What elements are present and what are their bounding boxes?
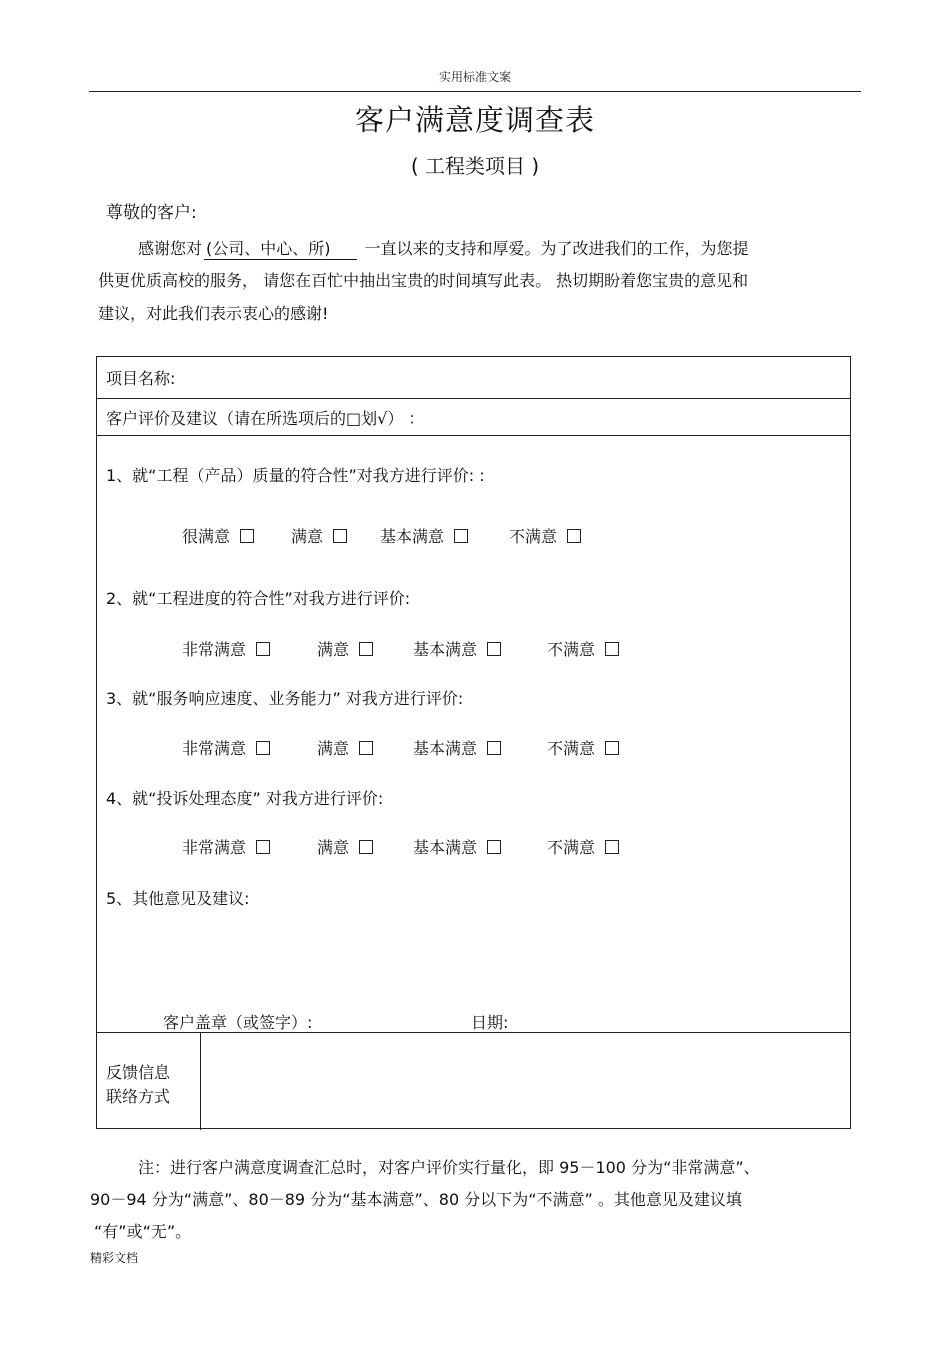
greeting: 尊敬的客户: bbox=[106, 203, 197, 223]
feedback-label-1: 反馈信息 bbox=[106, 1063, 171, 1082]
option-label: 不满意 bbox=[547, 739, 596, 758]
option-label: 不满意 bbox=[547, 838, 596, 857]
option-label: 满意 bbox=[317, 838, 350, 857]
checkbox[interactable] bbox=[256, 642, 270, 656]
q3-option-1[interactable] bbox=[182, 736, 270, 759]
intro-line1-suffix: 一直以来的支持和厚爱。为了改进我们的工作，为您提 bbox=[364, 239, 749, 258]
checkbox[interactable] bbox=[487, 840, 501, 854]
q3-option-2[interactable] bbox=[317, 736, 373, 759]
option-label: 不满意 bbox=[509, 527, 558, 546]
checkbox[interactable] bbox=[567, 529, 581, 543]
intro-line-2: 供更优质高校的服务， 请您在百忙中抽出宝贵的时间填写此表。 热切期盼着您宝贵的意见和 bbox=[98, 271, 749, 290]
checkbox[interactable] bbox=[256, 741, 270, 755]
question-4: 4、就“投诉处理态度” 对我方进行评价: bbox=[106, 789, 384, 808]
checkbox[interactable] bbox=[487, 642, 501, 656]
feedback-label-2: 联络方式 bbox=[106, 1087, 171, 1106]
option-label: 不满意 bbox=[547, 640, 596, 659]
signature-label: 客户盖章（或签字）: bbox=[163, 1013, 313, 1032]
note-line-1: 注：进行客户满意度调查汇总时，对客户评价实行量化，即 95－100 分为“非常满意”、 bbox=[138, 1158, 760, 1177]
checkbox[interactable] bbox=[605, 642, 619, 656]
checkbox[interactable] bbox=[487, 741, 501, 755]
checkbox[interactable] bbox=[240, 529, 254, 543]
question-3: 3、就“服务响应速度、业务能力” 对我方进行评价: bbox=[106, 689, 464, 708]
option-label: 满意 bbox=[317, 739, 350, 758]
q2-option-3[interactable] bbox=[413, 637, 501, 660]
document-title: 客户满意度调查表 bbox=[354, 103, 595, 137]
q3-option-3[interactable] bbox=[413, 736, 501, 759]
checkbox[interactable] bbox=[359, 840, 373, 854]
q3-option-4[interactable] bbox=[547, 736, 619, 759]
date-label: 日期: bbox=[471, 1013, 509, 1032]
project-name-label: 项目名称: bbox=[106, 369, 176, 388]
option-label: 非常满意 bbox=[182, 640, 247, 659]
option-label: 基本满意 bbox=[413, 838, 478, 857]
option-label: 基本满意 bbox=[380, 527, 445, 546]
q4-option-1[interactable] bbox=[182, 835, 270, 858]
checkbox[interactable] bbox=[454, 529, 468, 543]
intro-line-3: 建议，对此我们表示衷心的感谢! bbox=[98, 304, 329, 323]
question-1: 1、就“工程（产品）质量的符合性”对我方进行评价: : bbox=[106, 466, 485, 485]
checkbox[interactable] bbox=[359, 642, 373, 656]
option-label: 非常满意 bbox=[182, 739, 247, 758]
evaluation-label: 客户评价及建议（请在所选项后的□划√） ： bbox=[106, 409, 425, 428]
page-header: 实用标准文案 bbox=[438, 70, 511, 84]
q1-option-1[interactable] bbox=[182, 524, 254, 547]
checkbox[interactable] bbox=[605, 741, 619, 755]
intro-line-1 bbox=[138, 236, 749, 260]
option-label: 满意 bbox=[317, 640, 350, 659]
question-5: 5、其他意见及建议: bbox=[106, 889, 250, 908]
question-2: 2、就“工程进度的符合性”对我方进行评价: bbox=[106, 589, 411, 608]
q4-option-2[interactable] bbox=[317, 835, 373, 858]
q1-option-4[interactable] bbox=[509, 524, 581, 547]
document-subtitle: ( 工程类项目 ) bbox=[410, 154, 540, 178]
q1-option-3[interactable] bbox=[380, 524, 468, 547]
option-label: 非常满意 bbox=[182, 838, 247, 857]
option-label: 基本满意 bbox=[413, 739, 478, 758]
intro-line1-prefix: 感谢您对 bbox=[138, 239, 203, 258]
q2-option-1[interactable] bbox=[182, 637, 270, 660]
survey-form-table bbox=[96, 356, 851, 1129]
option-label: 基本满意 bbox=[413, 640, 478, 659]
note-line-2: 90－94 分为“满意”、80－89 分为“基本满意”、80 分以下为“不满意” 。其他意见及建议填 bbox=[90, 1190, 742, 1209]
option-label: 很满意 bbox=[182, 527, 231, 546]
note-line-3: “有”或“无”。 bbox=[94, 1222, 192, 1241]
column-divider bbox=[200, 1032, 201, 1130]
row-divider bbox=[97, 1032, 850, 1033]
checkbox[interactable] bbox=[359, 741, 373, 755]
q2-option-4[interactable] bbox=[547, 637, 619, 660]
option-label: 满意 bbox=[291, 527, 324, 546]
q4-option-4[interactable] bbox=[547, 835, 619, 858]
page-footer: 精彩文档 bbox=[90, 1251, 139, 1265]
header-divider bbox=[89, 91, 861, 92]
row-divider bbox=[97, 435, 850, 436]
row-divider bbox=[97, 398, 850, 399]
q2-option-2[interactable] bbox=[317, 637, 373, 660]
company-fill-blank: (公司、中心、所) bbox=[204, 236, 357, 260]
checkbox[interactable] bbox=[605, 840, 619, 854]
checkbox[interactable] bbox=[333, 529, 347, 543]
checkbox[interactable] bbox=[256, 840, 270, 854]
q4-option-3[interactable] bbox=[413, 835, 501, 858]
q1-option-2[interactable] bbox=[291, 524, 347, 547]
